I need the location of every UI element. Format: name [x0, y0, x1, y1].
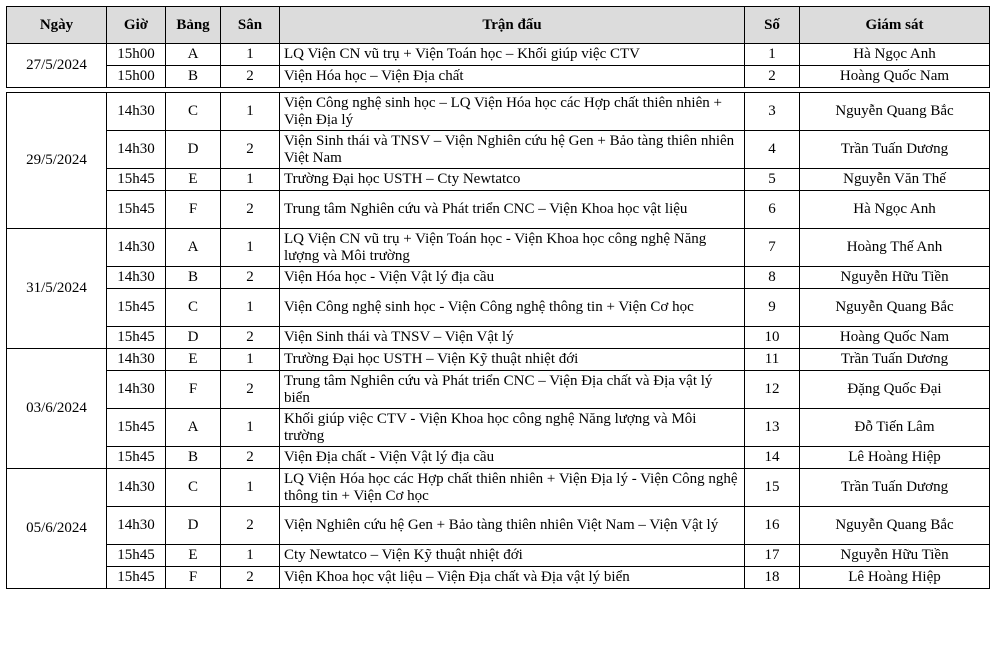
number-cell: 16: [745, 507, 800, 545]
time-cell: 14h30: [107, 507, 166, 545]
date-cell: 27/5/2024: [7, 44, 107, 88]
group-cell: C: [166, 93, 221, 131]
supervisor-cell: Trần Tuấn Dương: [800, 349, 990, 371]
court-cell: 2: [221, 327, 280, 349]
table-row: [7, 567, 990, 589]
supervisor-cell: Đỗ Tiến Lâm: [800, 409, 990, 447]
supervisor-cell: Hoàng Quốc Nam: [800, 327, 990, 349]
table-row: [7, 545, 990, 567]
court-cell: 2: [221, 66, 280, 88]
header-date: Ngày: [7, 7, 107, 44]
supervisor-cell: Nguyễn Văn Thế: [800, 169, 990, 191]
time-cell: 15h45: [107, 545, 166, 567]
court-cell: 1: [221, 409, 280, 447]
schedule-table: [6, 6, 990, 589]
number-cell: 9: [745, 289, 800, 327]
match-cell: Khối giúp việc CTV - Viện Khoa học công nghệ Năng lượng và Môi trường: [280, 409, 745, 447]
table-row: [7, 169, 990, 191]
number-cell: 13: [745, 409, 800, 447]
time-cell: 15h00: [107, 44, 166, 66]
group-cell: D: [166, 327, 221, 349]
group-cell: A: [166, 44, 221, 66]
table-row: [7, 66, 990, 88]
match-cell: Viện Hóa học – Viện Địa chất: [280, 66, 745, 88]
table-header: [7, 7, 990, 44]
court-cell: 2: [221, 191, 280, 229]
time-cell: 15h45: [107, 409, 166, 447]
supervisor-cell: Nguyễn Hữu Tiền: [800, 545, 990, 567]
group-cell: F: [166, 191, 221, 229]
number-cell: 2: [745, 66, 800, 88]
time-cell: 15h45: [107, 191, 166, 229]
match-cell: Viện Hóa học - Viện Vật lý địa cầu: [280, 267, 745, 289]
match-cell: Cty Newtatco – Viện Kỹ thuật nhiệt đới: [280, 545, 745, 567]
table-row: [7, 191, 990, 229]
date-cell: 03/6/2024: [7, 349, 107, 469]
group-cell: F: [166, 567, 221, 589]
group-cell: E: [166, 349, 221, 371]
number-cell: 17: [745, 545, 800, 567]
court-cell: 1: [221, 229, 280, 267]
court-cell: 1: [221, 469, 280, 507]
time-cell: 15h45: [107, 327, 166, 349]
time-cell: 15h00: [107, 66, 166, 88]
table-row: [7, 229, 990, 267]
court-cell: 1: [221, 169, 280, 191]
table-row: [7, 507, 990, 545]
court-cell: 2: [221, 507, 280, 545]
court-cell: 2: [221, 131, 280, 169]
supervisor-cell: Nguyễn Quang Bắc: [800, 507, 990, 545]
court-cell: 2: [221, 447, 280, 469]
supervisor-cell: Nguyễn Quang Bắc: [800, 93, 990, 131]
match-cell: LQ Viện CN vũ trụ + Viện Toán học - Viện Khoa học công nghệ Năng lượng và Môi trường: [280, 229, 745, 267]
supervisor-cell: Hà Ngọc Anh: [800, 44, 990, 66]
time-cell: 14h30: [107, 371, 166, 409]
header-match: Trận đấu: [280, 7, 745, 44]
match-cell: Trung tâm Nghiên cứu và Phát triển CNC – Viện Khoa học vật liệu: [280, 191, 745, 229]
court-cell: 2: [221, 371, 280, 409]
supervisor-cell: Đặng Quốc Đại: [800, 371, 990, 409]
group-cell: B: [166, 267, 221, 289]
header-time: Giờ: [107, 7, 166, 44]
time-cell: 15h45: [107, 447, 166, 469]
court-cell: 2: [221, 267, 280, 289]
court-cell: 1: [221, 44, 280, 66]
group-cell: A: [166, 229, 221, 267]
match-cell: LQ Viện Hóa học các Hợp chất thiên nhiên + Viện Địa lý - Viện Công nghệ thông tin + Viện Cơ học: [280, 469, 745, 507]
group-cell: E: [166, 169, 221, 191]
number-cell: 18: [745, 567, 800, 589]
time-cell: 15h45: [107, 169, 166, 191]
match-cell: LQ Viện CN vũ trụ + Viện Toán học – Khối giúp việc CTV: [280, 44, 745, 66]
group-cell: B: [166, 66, 221, 88]
number-cell: 15: [745, 469, 800, 507]
group-cell: C: [166, 469, 221, 507]
table-row: [7, 469, 990, 507]
supervisor-cell: Trần Tuấn Dương: [800, 469, 990, 507]
number-cell: 4: [745, 131, 800, 169]
table-row: [7, 93, 990, 131]
number-cell: 6: [745, 191, 800, 229]
time-cell: 15h45: [107, 567, 166, 589]
table-row: [7, 327, 990, 349]
supervisor-cell: Nguyễn Quang Bắc: [800, 289, 990, 327]
match-cell: Trường Đại học USTH – Cty Newtatco: [280, 169, 745, 191]
table-row: [7, 447, 990, 469]
match-cell: Viện Sinh thái và TNSV – Viện Vật lý: [280, 327, 745, 349]
time-cell: 14h30: [107, 349, 166, 371]
supervisor-cell: Trần Tuấn Dương: [800, 131, 990, 169]
match-cell: Viện Nghiên cứu hệ Gen + Bảo tàng thiên nhiên Việt Nam – Viện Vật lý: [280, 507, 745, 545]
match-cell: Viện Khoa học vật liệu – Viện Địa chất và Địa vật lý biển: [280, 567, 745, 589]
number-cell: 7: [745, 229, 800, 267]
group-cell: D: [166, 507, 221, 545]
time-cell: 14h30: [107, 131, 166, 169]
group-cell: F: [166, 371, 221, 409]
header-number: Số: [745, 7, 800, 44]
group-cell: C: [166, 289, 221, 327]
time-cell: 15h45: [107, 289, 166, 327]
date-cell: 31/5/2024: [7, 229, 107, 349]
supervisor-cell: Hà Ngọc Anh: [800, 191, 990, 229]
match-cell: Trường Đại học USTH – Viện Kỹ thuật nhiệt đới: [280, 349, 745, 371]
date-cell: 29/5/2024: [7, 93, 107, 229]
table-row: [7, 131, 990, 169]
header-court: Sân: [221, 7, 280, 44]
table-row: [7, 289, 990, 327]
table-row: [7, 267, 990, 289]
group-cell: E: [166, 545, 221, 567]
court-cell: 1: [221, 289, 280, 327]
match-cell: Viện Công nghệ sinh học - Viện Công nghệ thông tin + Viện Cơ học: [280, 289, 745, 327]
time-cell: 14h30: [107, 93, 166, 131]
table-row: [7, 349, 990, 371]
number-cell: 8: [745, 267, 800, 289]
match-cell: Viện Địa chất - Viện Vật lý địa cầu: [280, 447, 745, 469]
group-cell: B: [166, 447, 221, 469]
court-cell: 1: [221, 93, 280, 131]
supervisor-cell: Hoàng Thế Anh: [800, 229, 990, 267]
date-cell: 05/6/2024: [7, 469, 107, 589]
supervisor-cell: Lê Hoàng Hiệp: [800, 567, 990, 589]
time-cell: 14h30: [107, 469, 166, 507]
time-cell: 14h30: [107, 267, 166, 289]
supervisor-cell: Nguyễn Hữu Tiền: [800, 267, 990, 289]
number-cell: 14: [745, 447, 800, 469]
court-cell: 1: [221, 545, 280, 567]
number-cell: 3: [745, 93, 800, 131]
number-cell: 10: [745, 327, 800, 349]
table-row: [7, 409, 990, 447]
table-row: [7, 44, 990, 66]
supervisor-cell: Lê Hoàng Hiệp: [800, 447, 990, 469]
match-cell: Viện Sinh thái và TNSV – Viện Nghiên cứu hệ Gen + Bảo tàng thiên nhiên Việt Nam: [280, 131, 745, 169]
match-cell: Trung tâm Nghiên cứu và Phát triển CNC – Viện Địa chất và Địa vật lý biển: [280, 371, 745, 409]
supervisor-cell: Hoàng Quốc Nam: [800, 66, 990, 88]
court-cell: 2: [221, 567, 280, 589]
number-cell: 11: [745, 349, 800, 371]
header-group: Bảng: [166, 7, 221, 44]
time-cell: 14h30: [107, 229, 166, 267]
court-cell: 1: [221, 349, 280, 371]
group-cell: A: [166, 409, 221, 447]
header-supervisor: Giám sát: [800, 7, 990, 44]
match-cell: Viện Công nghệ sinh học – LQ Viện Hóa học các Hợp chất thiên nhiên + Viện Địa lý: [280, 93, 745, 131]
group-cell: D: [166, 131, 221, 169]
table-body: [7, 44, 990, 589]
number-cell: 1: [745, 44, 800, 66]
number-cell: 12: [745, 371, 800, 409]
table-row: [7, 371, 990, 409]
number-cell: 5: [745, 169, 800, 191]
